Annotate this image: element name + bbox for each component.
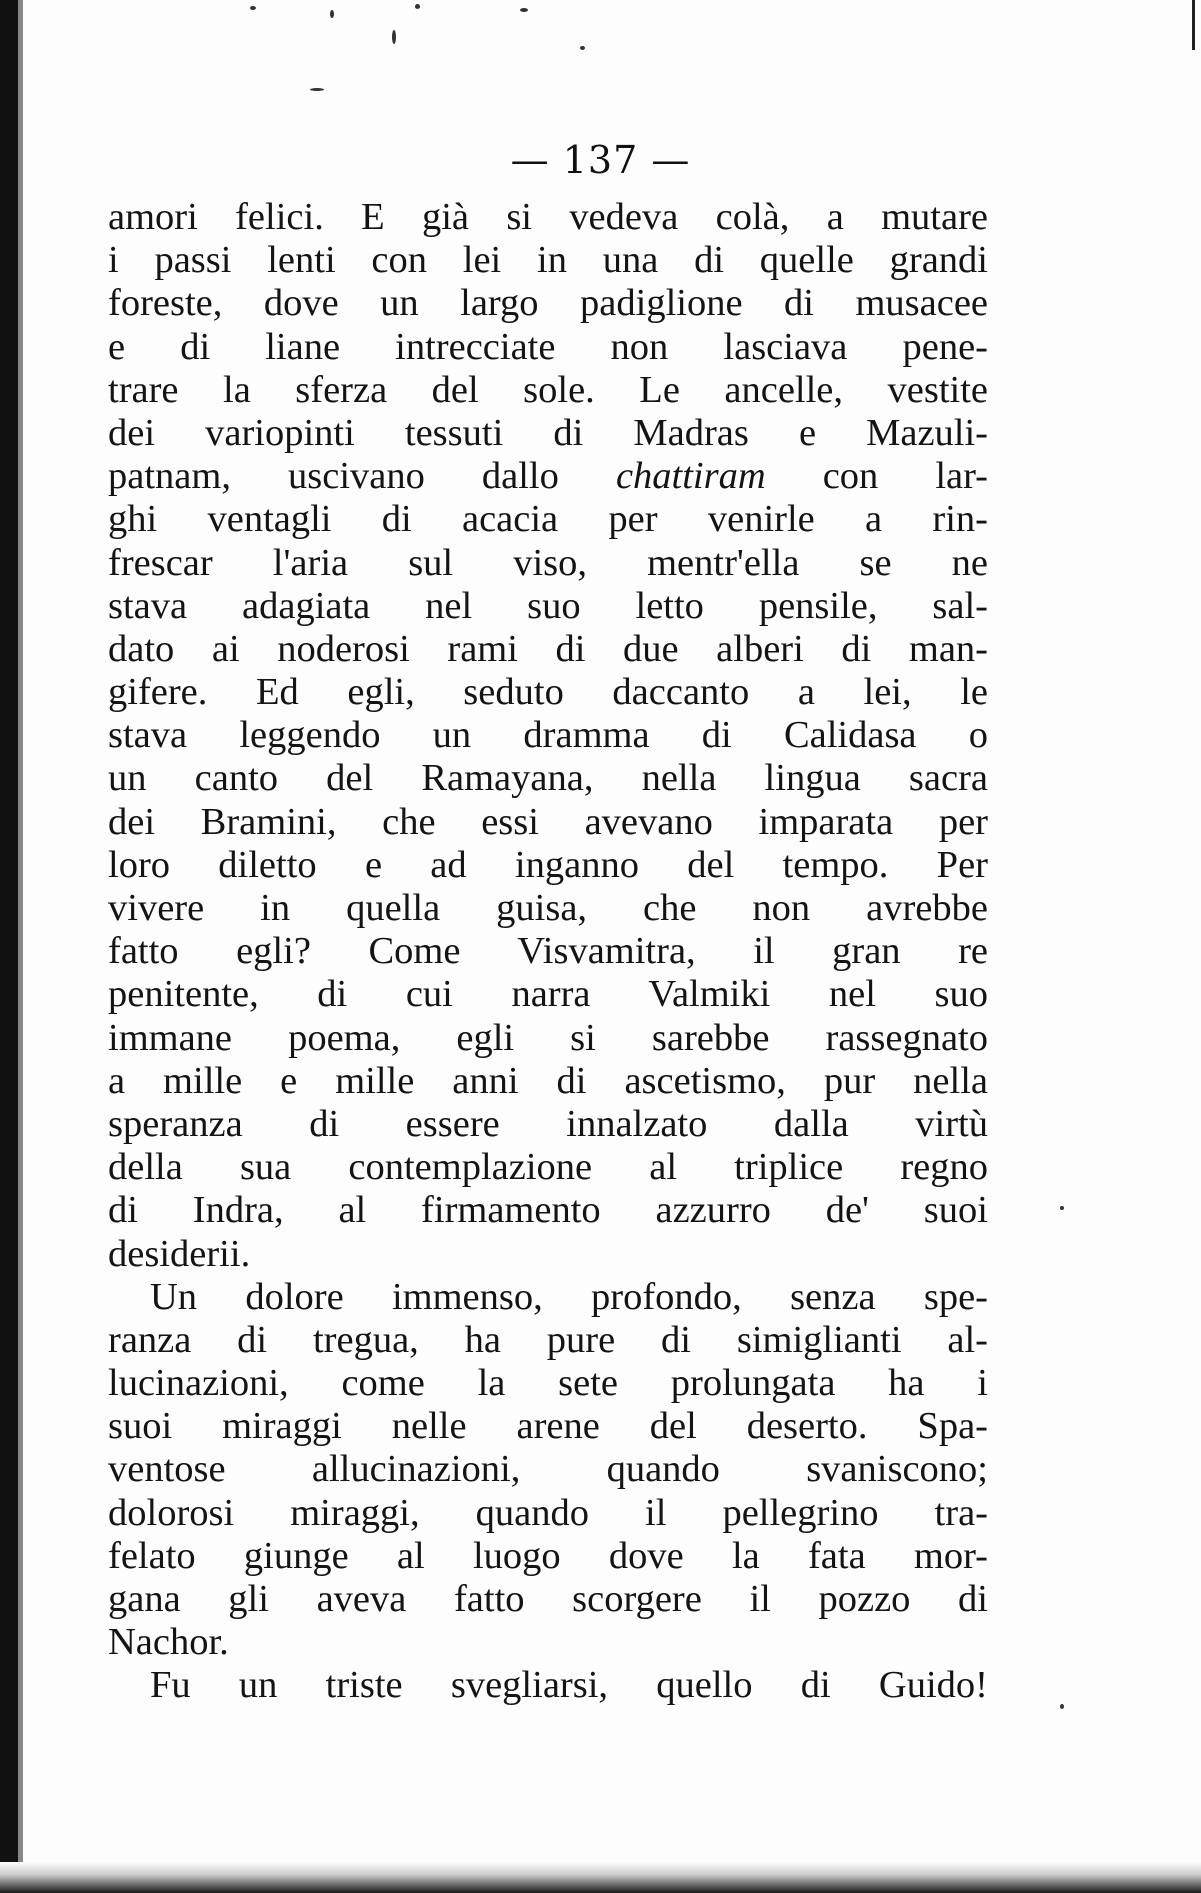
text-line: Nachor. [108,1621,229,1664]
text-line: a mille e mille anni di ascetismo, pur nella [108,1059,988,1102]
text-line: fatto egli? Come Visvamitra, il gran re [108,930,988,973]
text-line: gifere. Ed egli, seduto daccanto a lei, le [108,671,988,714]
scan-speck [330,10,334,18]
scan-speck [1060,1206,1064,1210]
text-line: della sua contemplazione al triplice regno [108,1146,988,1189]
scan-speck [1060,1704,1064,1709]
scan-speck [250,6,256,10]
text-line: speranza di essere innalzato dalla virtù [108,1102,988,1145]
scan-speck [415,4,420,9]
text-line: di Indra, al firmamento azzurro de' suoi [108,1189,988,1232]
text-line: immane poema, egli si sarebbe rassegnato [108,1016,988,1059]
text-line: lucinazioni, come la sete prolungata ha i [108,1362,988,1405]
text-line: dolorosi miraggi, quando il pellegrino tra- [108,1491,988,1534]
text-line: dei variopinti tessuti di Madras e Mazuli- [108,411,988,454]
text-run: con lar- [765,455,988,498]
text-line: felato giunge al luogo dove la fata mor- [108,1534,988,1577]
scan-speck [580,46,585,50]
text-line: vivere in quella guisa, che non avrebbe [108,887,988,929]
text-line: loro diletto e ad inganno del tempo. Per [108,843,988,886]
page-binding-shadow [18,0,23,1893]
text-line: ventose allucinazioni, quando svaniscono; [108,1448,988,1491]
text-line: frescar l'aria sul viso, mentr'ella se ne [108,541,988,584]
text-line: dei Bramini, che essi avevano imparata per [108,800,988,843]
text-line: e di liane intrecciate non lasciava pene- [108,325,988,368]
scan-speck [310,88,324,91]
text-line: ranza di tregua, ha pure di simiglianti al- [108,1318,988,1361]
text-line: Fu un triste svegliarsi, quello di Guido! [150,1664,988,1707]
text-run: patnam, uscivano dallo [108,455,616,498]
scan-speck [520,8,528,12]
text-line: stava adagiata nel suo letto pensile, sal- [108,584,988,627]
text-line: Un dolore immenso, profondo, senza spe- [150,1275,988,1318]
text-line: amori felici. E già si vedeva colà, a mutare [108,196,988,238]
text-line: un canto del Ramayana, nella lingua sacra [108,757,988,800]
text-line: trare la sferza del sole. Le ancelle, vestite [108,368,988,411]
body-text [108,196,988,1708]
text-line: stava leggendo un dramma di Calidasa o [108,714,988,757]
text-line: suoi miraggi nelle arene del deserto. Spa- [108,1405,988,1448]
scan-edge-mark [1192,0,1195,50]
text-line: desiderii. [108,1232,251,1275]
text-line: dato ai noderosi rami di due alberi di man- [108,627,988,670]
page-bottom-edge [0,1862,1201,1893]
page-binding-edge [0,0,18,1893]
text-line: gana gli aveva fatto scorgere il pozzo di [108,1578,988,1620]
text-line: foreste, dove un largo padiglione di musacee [108,282,988,325]
text-line [108,455,988,498]
text-line: i passi lenti con lei in una di quelle grandi [108,239,988,282]
text-line: penitente, di cui narra Valmiki nel suo [108,973,988,1016]
scan-speck [392,30,396,44]
text-line: ghi ventagli di acacia per venirle a rin- [108,498,988,541]
italic-word: chattiram [615,455,766,498]
page-number: — 137 — [510,138,691,182]
